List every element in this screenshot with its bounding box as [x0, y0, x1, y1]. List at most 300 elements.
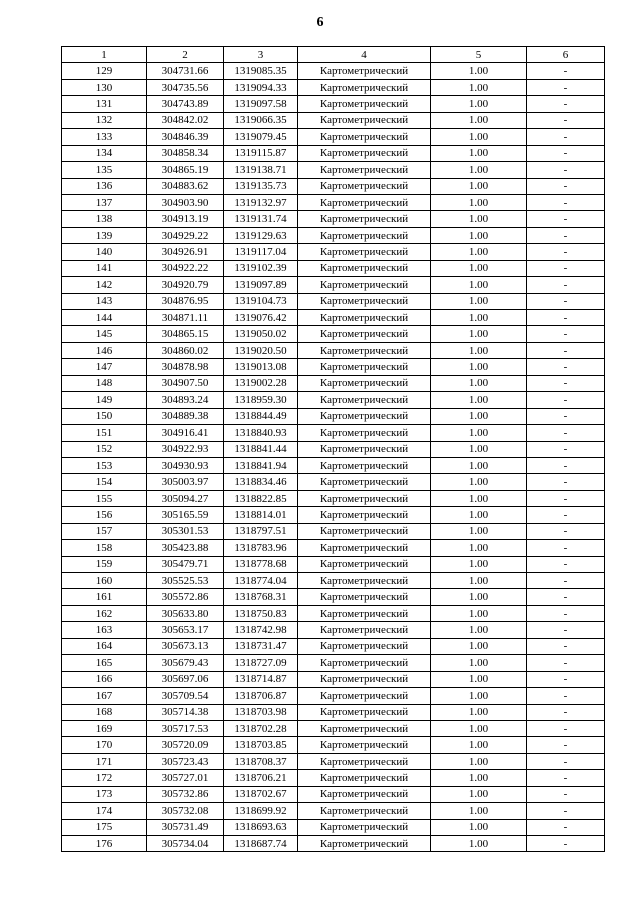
cell-accuracy: 1.00 [431, 342, 527, 358]
cell-point-number: 137 [62, 194, 147, 210]
cell-accuracy: 1.00 [431, 162, 527, 178]
cell-y-coordinate: 1318774.04 [224, 573, 298, 589]
cell-y-coordinate: 1318703.85 [224, 737, 298, 753]
cell-y-coordinate: 1318702.28 [224, 720, 298, 736]
header-row [62, 47, 605, 63]
cell-note: - [527, 392, 605, 408]
cell-note: - [527, 556, 605, 572]
cell-accuracy: 1.00 [431, 293, 527, 309]
cell-point-number: 157 [62, 523, 147, 539]
cell-point-number: 159 [62, 556, 147, 572]
table-row [62, 753, 605, 769]
table-row [62, 408, 605, 424]
cell-point-number: 129 [62, 63, 147, 79]
cell-accuracy: 1.00 [431, 737, 527, 753]
cell-accuracy: 1.00 [431, 375, 527, 391]
cell-note: - [527, 277, 605, 293]
cell-point-number: 173 [62, 786, 147, 802]
cell-x-coordinate: 304842.02 [147, 112, 224, 128]
cell-accuracy: 1.00 [431, 819, 527, 835]
cell-accuracy: 1.00 [431, 359, 527, 375]
cell-method: Картометрический [298, 638, 431, 654]
header-cell-2: 2 [147, 47, 224, 63]
table-row [62, 227, 605, 243]
cell-y-coordinate: 1318778.68 [224, 556, 298, 572]
page-number: 6 [316, 15, 324, 30]
cell-point-number: 150 [62, 408, 147, 424]
table-row [62, 162, 605, 178]
cell-accuracy: 1.00 [431, 227, 527, 243]
cell-x-coordinate: 305479.71 [147, 556, 224, 572]
cell-y-coordinate: 1319085.35 [224, 63, 298, 79]
cell-y-coordinate: 1319104.73 [224, 293, 298, 309]
cell-accuracy: 1.00 [431, 605, 527, 621]
cell-y-coordinate: 1319097.89 [224, 277, 298, 293]
table-row [62, 704, 605, 720]
cell-method: Картометрический [298, 819, 431, 835]
cell-x-coordinate: 304926.91 [147, 244, 224, 260]
cell-note: - [527, 162, 605, 178]
cell-accuracy: 1.00 [431, 490, 527, 506]
cell-note: - [527, 770, 605, 786]
table-row [62, 211, 605, 227]
coordinates-table [61, 46, 605, 852]
cell-y-coordinate: 1319102.39 [224, 260, 298, 276]
cell-accuracy: 1.00 [431, 277, 527, 293]
cell-y-coordinate: 1319115.87 [224, 145, 298, 161]
cell-point-number: 133 [62, 129, 147, 145]
cell-note: - [527, 129, 605, 145]
cell-method: Картометрический [298, 277, 431, 293]
cell-point-number: 156 [62, 507, 147, 523]
cell-note: - [527, 803, 605, 819]
cell-x-coordinate: 304893.24 [147, 392, 224, 408]
cell-x-coordinate: 305673.13 [147, 638, 224, 654]
cell-point-number: 140 [62, 244, 147, 260]
cell-x-coordinate: 305734.04 [147, 836, 224, 852]
header-cell-5: 5 [431, 47, 527, 63]
cell-note: - [527, 507, 605, 523]
cell-accuracy: 1.00 [431, 573, 527, 589]
cell-point-number: 146 [62, 342, 147, 358]
cell-method: Картометрический [298, 737, 431, 753]
cell-note: - [527, 425, 605, 441]
cell-y-coordinate: 1319097.58 [224, 96, 298, 112]
cell-method: Картометрический [298, 507, 431, 523]
cell-note: - [527, 63, 605, 79]
cell-method: Картометрический [298, 770, 431, 786]
cell-note: - [527, 523, 605, 539]
cell-point-number: 167 [62, 688, 147, 704]
cell-note: - [527, 819, 605, 835]
cell-method: Картометрический [298, 457, 431, 473]
cell-accuracy: 1.00 [431, 145, 527, 161]
cell-method: Картометрический [298, 310, 431, 326]
table-body [62, 63, 605, 852]
cell-x-coordinate: 304883.62 [147, 178, 224, 194]
cell-point-number: 166 [62, 671, 147, 687]
table-row [62, 720, 605, 736]
cell-x-coordinate: 305732.08 [147, 803, 224, 819]
cell-accuracy: 1.00 [431, 622, 527, 638]
cell-accuracy: 1.00 [431, 507, 527, 523]
table-row [62, 178, 605, 194]
cell-y-coordinate: 1318742.98 [224, 622, 298, 638]
cell-point-number: 151 [62, 425, 147, 441]
cell-note: - [527, 720, 605, 736]
cell-note: - [527, 638, 605, 654]
cell-method: Картометрический [298, 540, 431, 556]
table-row [62, 622, 605, 638]
table-row [62, 129, 605, 145]
table-row [62, 836, 605, 852]
cell-accuracy: 1.00 [431, 803, 527, 819]
cell-method: Картометрический [298, 178, 431, 194]
cell-point-number: 142 [62, 277, 147, 293]
table-header [62, 47, 605, 63]
cell-accuracy: 1.00 [431, 63, 527, 79]
cell-point-number: 130 [62, 79, 147, 95]
table-row [62, 786, 605, 802]
cell-note: - [527, 211, 605, 227]
cell-method: Картометрический [298, 605, 431, 621]
cell-method: Картометрический [298, 688, 431, 704]
table-row [62, 490, 605, 506]
cell-method: Картометрический [298, 145, 431, 161]
cell-point-number: 158 [62, 540, 147, 556]
cell-accuracy: 1.00 [431, 96, 527, 112]
cell-accuracy: 1.00 [431, 129, 527, 145]
cell-x-coordinate: 304735.56 [147, 79, 224, 95]
cell-y-coordinate: 1318731.47 [224, 638, 298, 654]
cell-note: - [527, 753, 605, 769]
cell-accuracy: 1.00 [431, 112, 527, 128]
cell-y-coordinate: 1318841.94 [224, 457, 298, 473]
cell-accuracy: 1.00 [431, 457, 527, 473]
cell-x-coordinate: 304920.79 [147, 277, 224, 293]
cell-x-coordinate: 304889.38 [147, 408, 224, 424]
cell-method: Картометрический [298, 441, 431, 457]
cell-note: - [527, 359, 605, 375]
cell-method: Картометрический [298, 573, 431, 589]
cell-y-coordinate: 1318783.96 [224, 540, 298, 556]
cell-note: - [527, 408, 605, 424]
cell-x-coordinate: 304903.90 [147, 194, 224, 210]
cell-point-number: 132 [62, 112, 147, 128]
cell-y-coordinate: 1318841.44 [224, 441, 298, 457]
cell-x-coordinate: 304731.66 [147, 63, 224, 79]
cell-method: Картометрический [298, 326, 431, 342]
cell-x-coordinate: 305423.88 [147, 540, 224, 556]
cell-point-number: 164 [62, 638, 147, 654]
table-row [62, 63, 605, 79]
cell-note: - [527, 227, 605, 243]
cell-accuracy: 1.00 [431, 671, 527, 687]
cell-y-coordinate: 1318768.31 [224, 589, 298, 605]
cell-x-coordinate: 305720.09 [147, 737, 224, 753]
cell-note: - [527, 375, 605, 391]
cell-accuracy: 1.00 [431, 688, 527, 704]
cell-method: Картометрический [298, 112, 431, 128]
cell-y-coordinate: 1318714.87 [224, 671, 298, 687]
cell-x-coordinate: 305697.06 [147, 671, 224, 687]
cell-point-number: 174 [62, 803, 147, 819]
cell-accuracy: 1.00 [431, 786, 527, 802]
cell-x-coordinate: 305732.86 [147, 786, 224, 802]
cell-method: Картометрический [298, 556, 431, 572]
cell-method: Картометрический [298, 96, 431, 112]
cell-note: - [527, 490, 605, 506]
cell-y-coordinate: 1318840.93 [224, 425, 298, 441]
cell-point-number: 136 [62, 178, 147, 194]
cell-x-coordinate: 304916.41 [147, 425, 224, 441]
cell-note: - [527, 260, 605, 276]
table-row [62, 310, 605, 326]
cell-point-number: 160 [62, 573, 147, 589]
cell-y-coordinate: 1318699.92 [224, 803, 298, 819]
table-row [62, 359, 605, 375]
cell-x-coordinate: 305717.53 [147, 720, 224, 736]
table-row [62, 96, 605, 112]
cell-x-coordinate: 305094.27 [147, 490, 224, 506]
cell-accuracy: 1.00 [431, 392, 527, 408]
cell-y-coordinate: 1318687.74 [224, 836, 298, 852]
cell-note: - [527, 688, 605, 704]
cell-accuracy: 1.00 [431, 836, 527, 852]
cell-point-number: 154 [62, 474, 147, 490]
cell-point-number: 147 [62, 359, 147, 375]
table-row [62, 326, 605, 342]
cell-x-coordinate: 304865.19 [147, 162, 224, 178]
cell-accuracy: 1.00 [431, 540, 527, 556]
table-row [62, 112, 605, 128]
header-cell-3: 3 [224, 47, 298, 63]
cell-y-coordinate: 1318822.85 [224, 490, 298, 506]
cell-y-coordinate: 1318727.09 [224, 655, 298, 671]
table-row [62, 441, 605, 457]
cell-y-coordinate: 1319013.08 [224, 359, 298, 375]
table-row [62, 457, 605, 473]
cell-method: Картометрический [298, 474, 431, 490]
cell-point-number: 148 [62, 375, 147, 391]
cell-note: - [527, 194, 605, 210]
cell-note: - [527, 112, 605, 128]
cell-accuracy: 1.00 [431, 178, 527, 194]
cell-x-coordinate: 305633.80 [147, 605, 224, 621]
table-row [62, 392, 605, 408]
cell-x-coordinate: 305653.17 [147, 622, 224, 638]
cell-accuracy: 1.00 [431, 260, 527, 276]
cell-accuracy: 1.00 [431, 211, 527, 227]
cell-method: Картометрический [298, 227, 431, 243]
cell-point-number: 145 [62, 326, 147, 342]
cell-point-number: 139 [62, 227, 147, 243]
cell-y-coordinate: 1318708.37 [224, 753, 298, 769]
cell-note: - [527, 589, 605, 605]
cell-y-coordinate: 1319135.73 [224, 178, 298, 194]
cell-x-coordinate: 304846.39 [147, 129, 224, 145]
cell-point-number: 152 [62, 441, 147, 457]
cell-note: - [527, 342, 605, 358]
cell-note: - [527, 457, 605, 473]
table-row [62, 244, 605, 260]
cell-y-coordinate: 1318693.63 [224, 819, 298, 835]
cell-x-coordinate: 305572.86 [147, 589, 224, 605]
table-row [62, 819, 605, 835]
cell-y-coordinate: 1319066.35 [224, 112, 298, 128]
table-row [62, 638, 605, 654]
cell-method: Картометрический [298, 359, 431, 375]
table-row [62, 556, 605, 572]
cell-accuracy: 1.00 [431, 770, 527, 786]
table-row [62, 770, 605, 786]
cell-accuracy: 1.00 [431, 704, 527, 720]
cell-method: Картометрический [298, 836, 431, 852]
cell-y-coordinate: 1318844.49 [224, 408, 298, 424]
cell-y-coordinate: 1318797.51 [224, 523, 298, 539]
cell-x-coordinate: 305679.43 [147, 655, 224, 671]
cell-x-coordinate: 305723.43 [147, 753, 224, 769]
cell-y-coordinate: 1319129.63 [224, 227, 298, 243]
cell-method: Картометрический [298, 589, 431, 605]
cell-method: Картометрический [298, 79, 431, 95]
cell-point-number: 149 [62, 392, 147, 408]
cell-y-coordinate: 1318702.67 [224, 786, 298, 802]
cell-x-coordinate: 305727.01 [147, 770, 224, 786]
cell-point-number: 170 [62, 737, 147, 753]
cell-method: Картометрический [298, 720, 431, 736]
table-row [62, 474, 605, 490]
cell-y-coordinate: 1319131.74 [224, 211, 298, 227]
cell-accuracy: 1.00 [431, 326, 527, 342]
cell-accuracy: 1.00 [431, 408, 527, 424]
table-row [62, 589, 605, 605]
table-row [62, 737, 605, 753]
cell-accuracy: 1.00 [431, 720, 527, 736]
cell-method: Картометрический [298, 490, 431, 506]
cell-method: Картометрический [298, 786, 431, 802]
cell-y-coordinate: 1319050.02 [224, 326, 298, 342]
cell-point-number: 155 [62, 490, 147, 506]
cell-note: - [527, 326, 605, 342]
cell-note: - [527, 605, 605, 621]
cell-method: Картометрический [298, 753, 431, 769]
cell-note: - [527, 786, 605, 802]
cell-point-number: 131 [62, 96, 147, 112]
cell-accuracy: 1.00 [431, 556, 527, 572]
cell-note: - [527, 671, 605, 687]
cell-method: Картометрический [298, 704, 431, 720]
cell-x-coordinate: 304930.93 [147, 457, 224, 473]
cell-method: Картометрический [298, 425, 431, 441]
cell-point-number: 169 [62, 720, 147, 736]
table-row [62, 342, 605, 358]
cell-y-coordinate: 1318703.98 [224, 704, 298, 720]
cell-method: Картометрический [298, 293, 431, 309]
cell-y-coordinate: 1319132.97 [224, 194, 298, 210]
cell-y-coordinate: 1319076.42 [224, 310, 298, 326]
table-row [62, 671, 605, 687]
cell-y-coordinate: 1318959.30 [224, 392, 298, 408]
cell-accuracy: 1.00 [431, 589, 527, 605]
cell-method: Картометрический [298, 375, 431, 391]
cell-method: Картометрический [298, 162, 431, 178]
cell-point-number: 176 [62, 836, 147, 852]
cell-accuracy: 1.00 [431, 310, 527, 326]
cell-accuracy: 1.00 [431, 655, 527, 671]
cell-method: Картометрический [298, 671, 431, 687]
cell-note: - [527, 737, 605, 753]
cell-point-number: 165 [62, 655, 147, 671]
cell-x-coordinate: 305301.53 [147, 523, 224, 539]
cell-x-coordinate: 305709.54 [147, 688, 224, 704]
cell-x-coordinate: 304922.93 [147, 441, 224, 457]
cell-accuracy: 1.00 [431, 244, 527, 260]
cell-x-coordinate: 304907.50 [147, 375, 224, 391]
cell-point-number: 172 [62, 770, 147, 786]
cell-x-coordinate: 304743.89 [147, 96, 224, 112]
table-row [62, 523, 605, 539]
cell-x-coordinate: 304913.19 [147, 211, 224, 227]
cell-method: Картометрический [298, 655, 431, 671]
table-row [62, 655, 605, 671]
cell-method: Картометрический [298, 342, 431, 358]
cell-note: - [527, 310, 605, 326]
table-row [62, 507, 605, 523]
cell-method: Картометрический [298, 622, 431, 638]
cell-point-number: 171 [62, 753, 147, 769]
cell-point-number: 175 [62, 819, 147, 835]
cell-note: - [527, 474, 605, 490]
cell-x-coordinate: 304858.34 [147, 145, 224, 161]
cell-note: - [527, 540, 605, 556]
cell-accuracy: 1.00 [431, 79, 527, 95]
cell-note: - [527, 655, 605, 671]
cell-note: - [527, 573, 605, 589]
cell-note: - [527, 836, 605, 852]
cell-accuracy: 1.00 [431, 638, 527, 654]
cell-accuracy: 1.00 [431, 194, 527, 210]
cell-accuracy: 1.00 [431, 523, 527, 539]
cell-method: Картометрический [298, 63, 431, 79]
cell-note: - [527, 178, 605, 194]
cell-x-coordinate: 305714.38 [147, 704, 224, 720]
table-row [62, 260, 605, 276]
header-cell-4: 4 [298, 47, 431, 63]
cell-y-coordinate: 1319138.71 [224, 162, 298, 178]
cell-point-number: 163 [62, 622, 147, 638]
cell-method: Картометрический [298, 392, 431, 408]
cell-point-number: 138 [62, 211, 147, 227]
cell-note: - [527, 96, 605, 112]
cell-y-coordinate: 1318706.21 [224, 770, 298, 786]
cell-point-number: 153 [62, 457, 147, 473]
cell-point-number: 134 [62, 145, 147, 161]
table-row [62, 194, 605, 210]
table-row [62, 540, 605, 556]
cell-point-number: 141 [62, 260, 147, 276]
table-row [62, 803, 605, 819]
cell-method: Картометрический [298, 211, 431, 227]
cell-method: Картометрический [298, 523, 431, 539]
cell-y-coordinate: 1319002.28 [224, 375, 298, 391]
cell-method: Картометрический [298, 260, 431, 276]
cell-method: Картометрический [298, 194, 431, 210]
cell-method: Картометрический [298, 803, 431, 819]
cell-y-coordinate: 1318750.83 [224, 605, 298, 621]
table-row [62, 375, 605, 391]
cell-x-coordinate: 305165.59 [147, 507, 224, 523]
